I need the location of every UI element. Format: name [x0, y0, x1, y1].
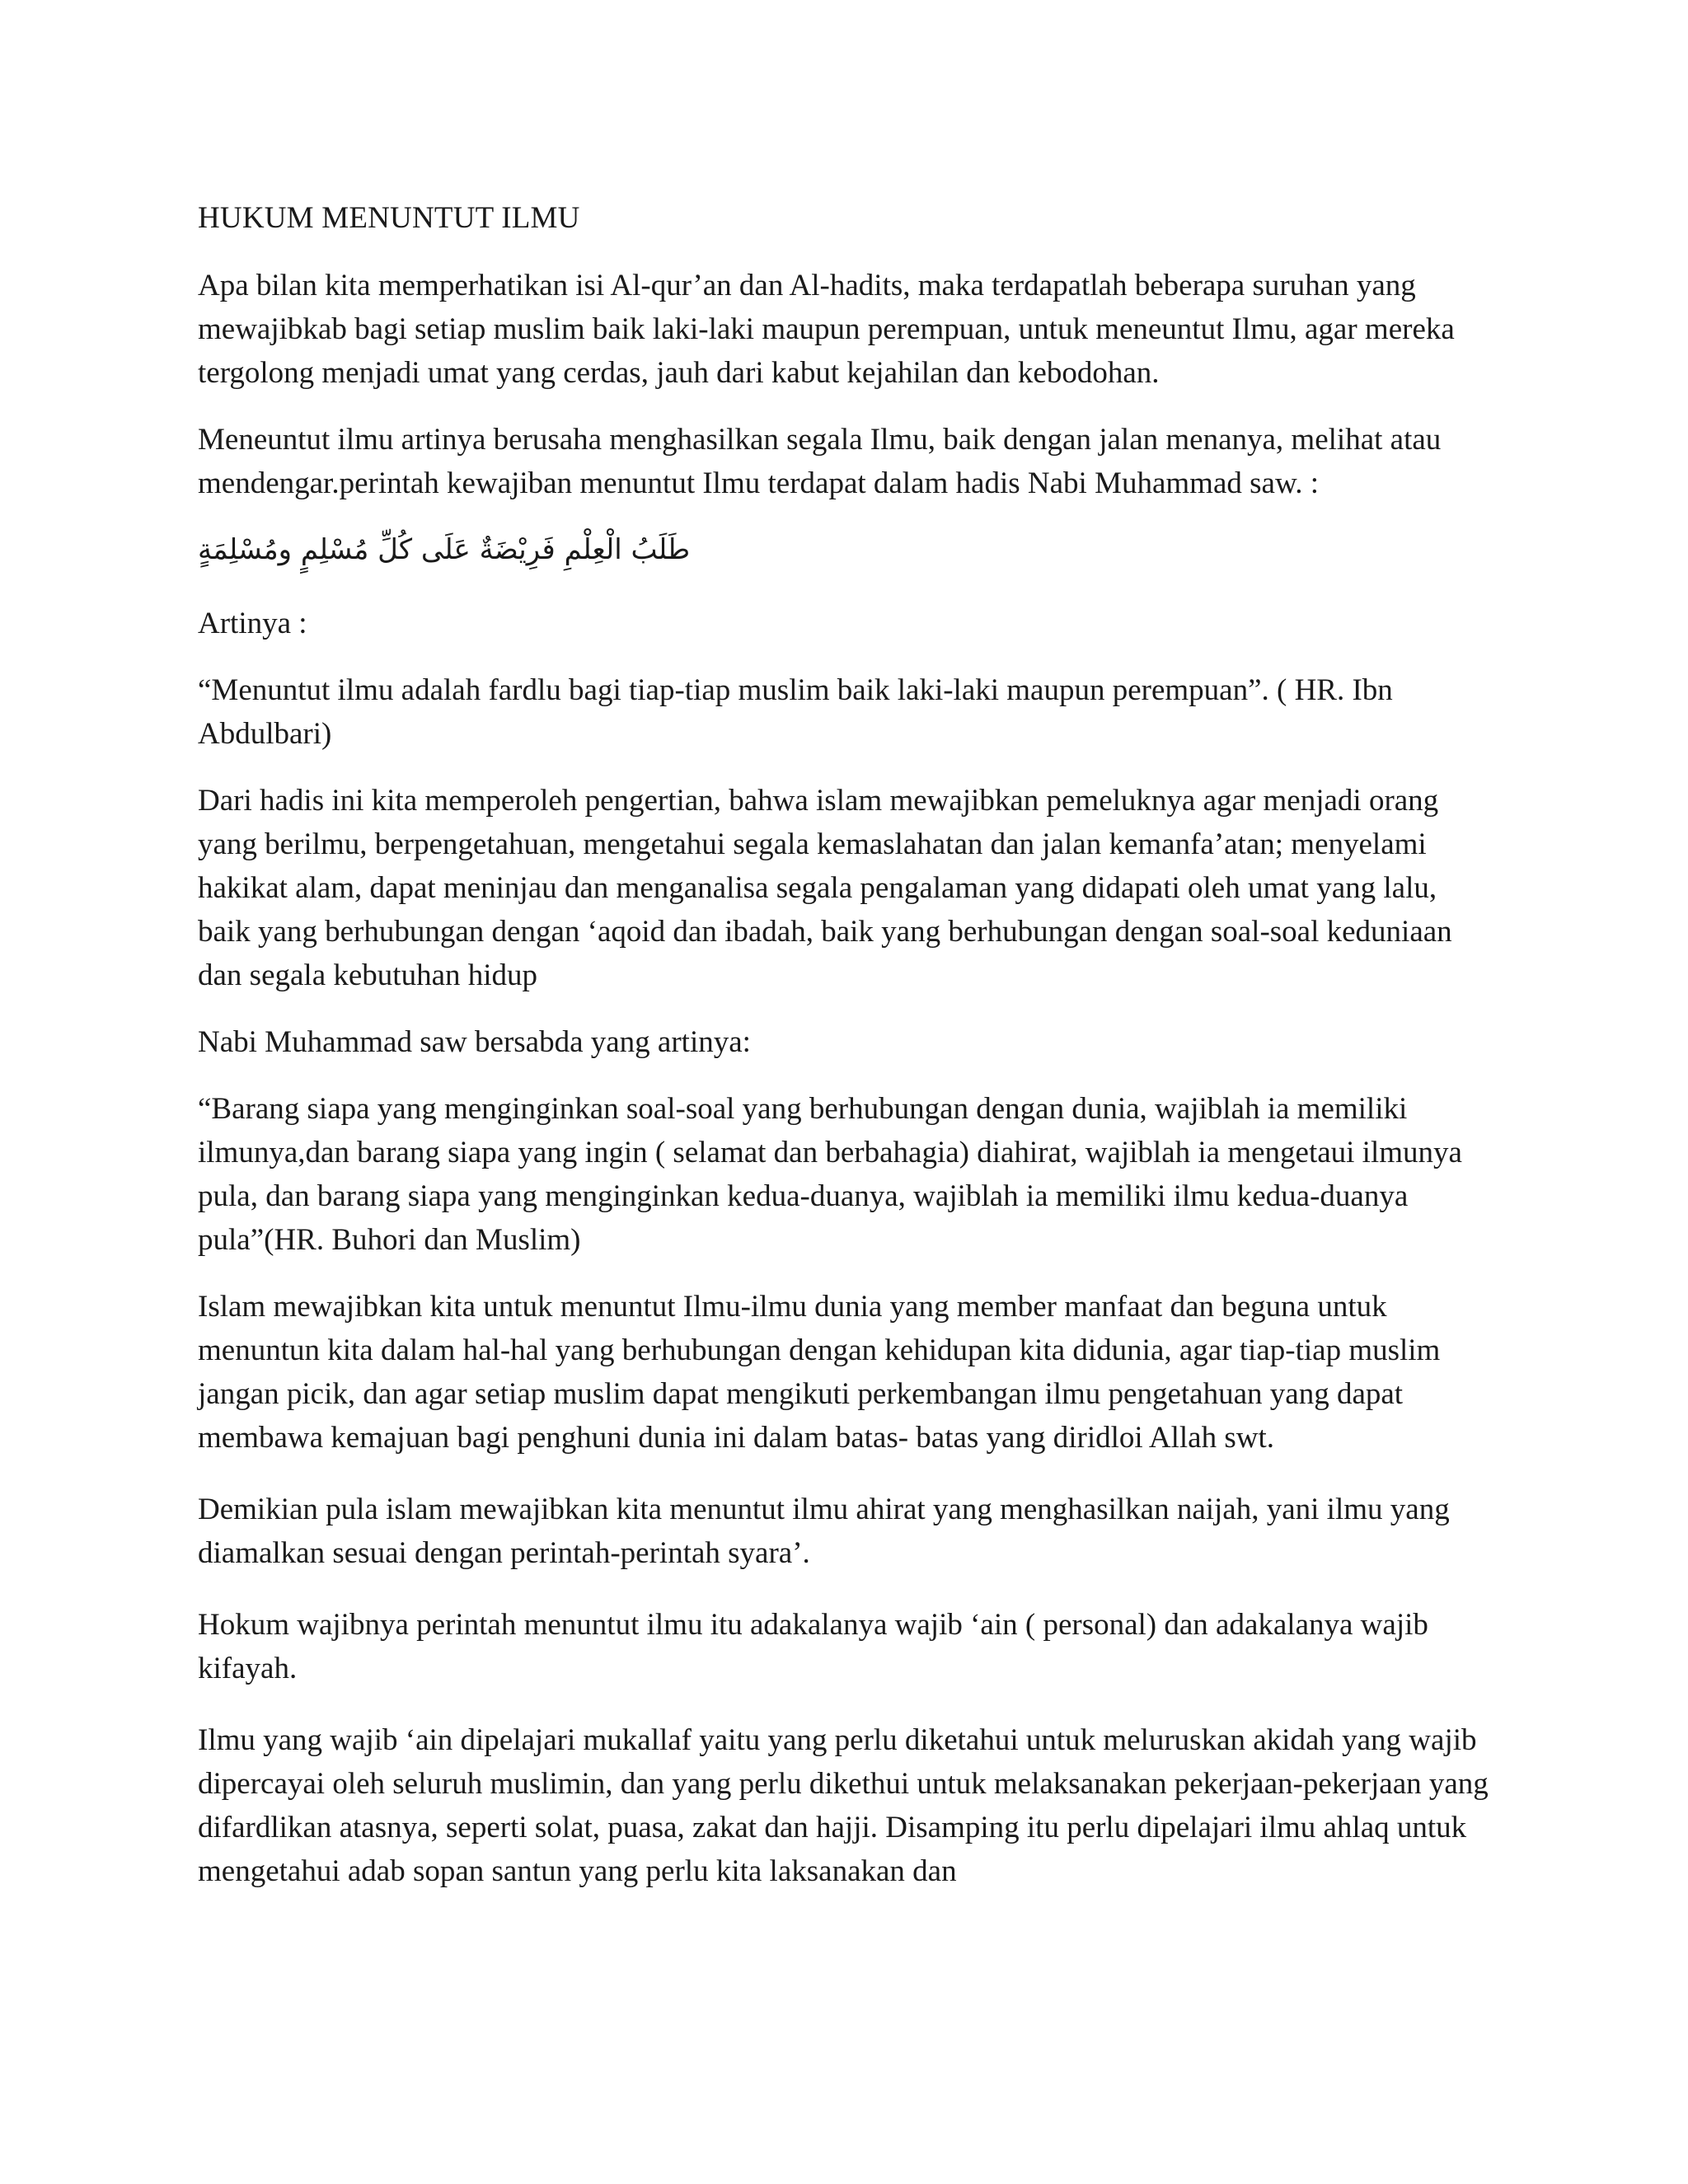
paragraph-ilmu-dunia: Islam mewajibkan kita untuk menuntut Ilmu-ilmu dunia yang member manfaat dan beguna untuk menuntun kita dalam hal-hal yang berhubungan dengan kehidupan kita didunia, agar tiap-tiap muslim jangan picik, dan agar setiap muslim dapat mengikuti perkembangan ilmu pengetahuan yang dapat membawa kemajuan bagi penghuni dunia ini dalam batas- batas yang diridloi Allah swt.: [198, 1290, 1441, 1455]
paragraph-hukum-wajib: Hokum wajibnya perintah menuntut ilmu itu adakalanya wajib ‘ain ( personal) dan adakalanya wajib kifayah.: [198, 1608, 1428, 1685]
paragraph-wajib-ain: Ilmu yang wajib ‘ain dipelajari mukallaf yaitu yang perlu diketahui untuk meluruskan akidah yang wajib dipercayai oleh seluruh muslimin, dan yang perlu dikethui untuk melaksanakan pekerjaan-pekerjaan yang difardlikan atasnya, seperti solat, puasa, zakat dan hajji. Disamping itu perlu dipelajari ilmu ahlaq untuk mengetahui adab sopan santun yang perlu kita laksanakan dan: [198, 1723, 1489, 1888]
paragraph-hadith-translation: “Menuntut ilmu adalah fardlu bagi tiap-tiap muslim baik laki-laki maupun perempuan”. ( HR. Ibn Abdulbari): [198, 673, 1393, 751]
paragraph-explanation: Dari hadis ini kita memperoleh pengertian, bahwa islam mewajibkan pemeluknya agar menjadi orang yang berilmu, berpengetahuan, mengetahui segala kemaslahatan dan jalan kemanfa’atan; menyelami hakikat alam, dapat meninjau dan menganalisa segala pengalaman yang didapati oleh umat yang lalu, baik yang berhubungan dengan ‘aqoid dan ibadah, baik yang berhubungan dengan soal-soal keduniaan dan segala kebutuhan hidup: [198, 784, 1452, 992]
paragraph-intro: Apa bilan kita memperhatikan isi Al-qur’an dan Al-hadits, maka terdapatlah beberapa suruhan yang mewajibkab bagi setiap muslim baik laki-laki maupun perempuan, untuk meneuntut Ilmu, agar mereka tergolong menjadi umat yang cerdas, jauh dari kabut kejahilan dan kebodohan.: [198, 269, 1455, 390]
document-title: HUKUM MENUNTUT ILMU: [198, 201, 580, 235]
paragraph-sabda-intro: Nabi Muhammad saw bersabda yang artinya:: [198, 1025, 751, 1059]
paragraph-definition: Meneuntut ilmu artinya berusaha menghasilkan segala Ilmu, baik dengan jalan menanya, melihat atau mendengar.perintah kewajiban menuntut Ilmu terdapat dalam hadis Nabi Muhammad saw. :: [198, 423, 1442, 500]
paragraph-sabda-quote: “Barang siapa yang menginginkan soal-soal yang berhubungan dengan dunia, wajiblah ia memiliki ilmunya,dan barang siapa yang ingin ( selamat dan berbahagia) diahirat, wajiblah ia mengetaui ilmunya pula, dan barang siapa yang menginginkan kedua-duanya, wajiblah ia memiliki ilmu kedua-duanya pula”(HR. Buhori dan Muslim): [198, 1092, 1462, 1257]
arabic-hadith-text: طَلَبُ الْعِلْمِ فَرِيْضَةٌ عَلَى كُلِّ مُسْلِمٍ ومُسْلِمَةٍ: [198, 533, 691, 566]
paragraph-ilmu-ahirat: Demikian pula islam mewajibkan kita menuntut ilmu ahirat yang menghasilkan naijah, yani ilmu yang diamalkan sesuai dengan perintah-perintah syara’.: [198, 1493, 1450, 1570]
artinya-label: Artinya :: [198, 607, 307, 640]
